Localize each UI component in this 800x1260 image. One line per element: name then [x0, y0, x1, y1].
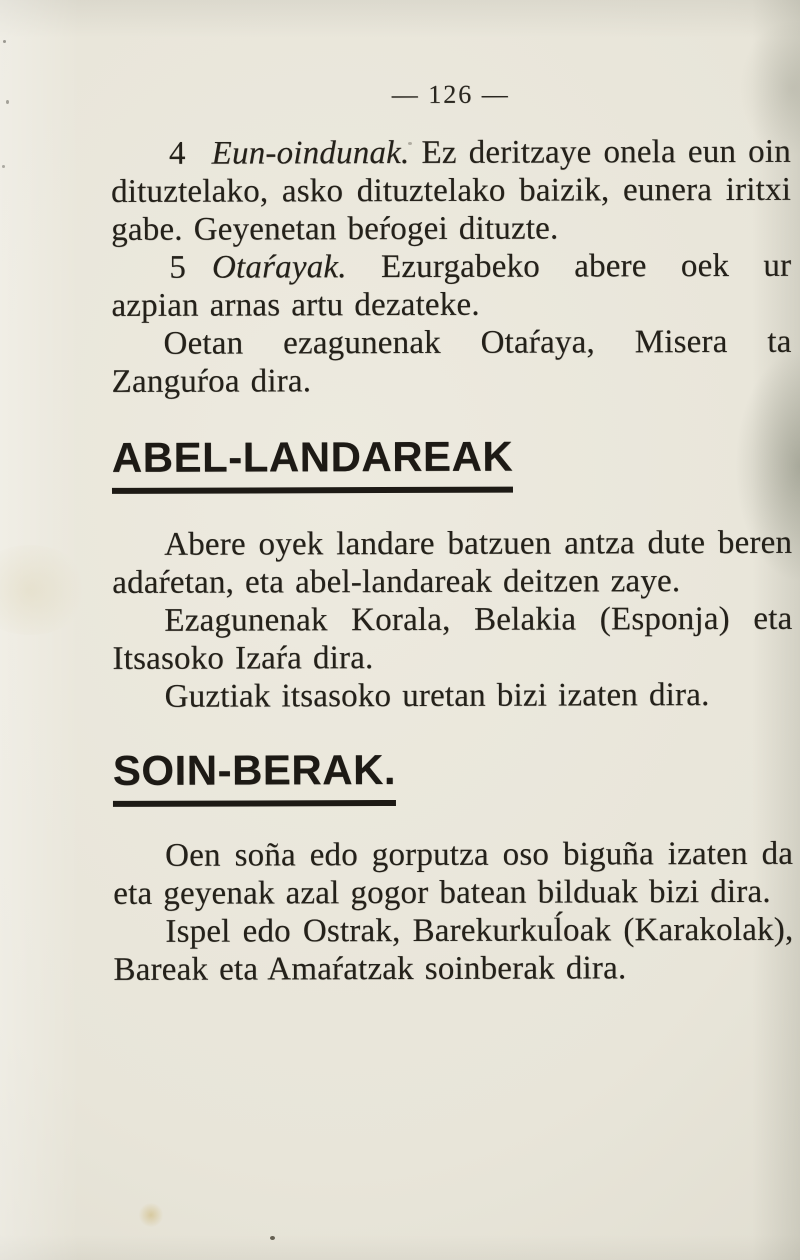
- page-number: — 126 —: [391, 79, 510, 110]
- section-heading-soin-berak: SOIN-BERAK.: [113, 749, 396, 807]
- item-number: 4: [168, 135, 186, 172]
- section-heading-wrap: [113, 748, 793, 807]
- section-heading-abel-landareak: ABEL-LANDAREAK: [112, 436, 513, 494]
- ink-speck: [270, 1236, 275, 1240]
- paragraph: Ispel edo Ostrak, Barekurkuĺoak (Karakolak), Bareak eta Amaŕatzak soinberak dira.: [113, 911, 794, 988]
- paragraph: Abere oyek landare batzuen antza dute beren adaŕetan, eta abel-landareak deitzen zaye.: [112, 524, 793, 601]
- item-term-italic: Eun-oindunak.: [211, 134, 410, 172]
- paragraph-text: Ezurgabeko abere oek ur azpian arnas artu dezateke.: [111, 247, 792, 324]
- paragraph: Ezagunenak Korala, Belakia (Esponja) eta Itsasoko Izaŕa dira.: [112, 600, 793, 677]
- paragraph: Guztiak itsasoko uretan bizi izaten dira.: [164, 677, 710, 715]
- paper-stain: [138, 1203, 164, 1227]
- paragraph: Oen soña edo gorputza oso biguña izaten da eta geyenak azal gogor batean bilduak bizi dira.: [113, 835, 794, 912]
- item-number: 5: [169, 249, 187, 286]
- paragraph: Oetan ezagunenak Otaŕaya, Misera ta Zanguŕoa dira.: [111, 323, 792, 400]
- item-term-italic: Otaŕayak.: [211, 249, 347, 286]
- paragraph-text: Ez deritzaye onela eun oin dituztelako, asko dituztelako baizik, eunera iritxi gabe. Geyenetan beŕogei dituzte.: [110, 133, 792, 248]
- section-heading-wrap: [111, 432, 792, 494]
- paragraph-item-4: [111, 133, 791, 249]
- paragraph-item-5: [111, 247, 791, 325]
